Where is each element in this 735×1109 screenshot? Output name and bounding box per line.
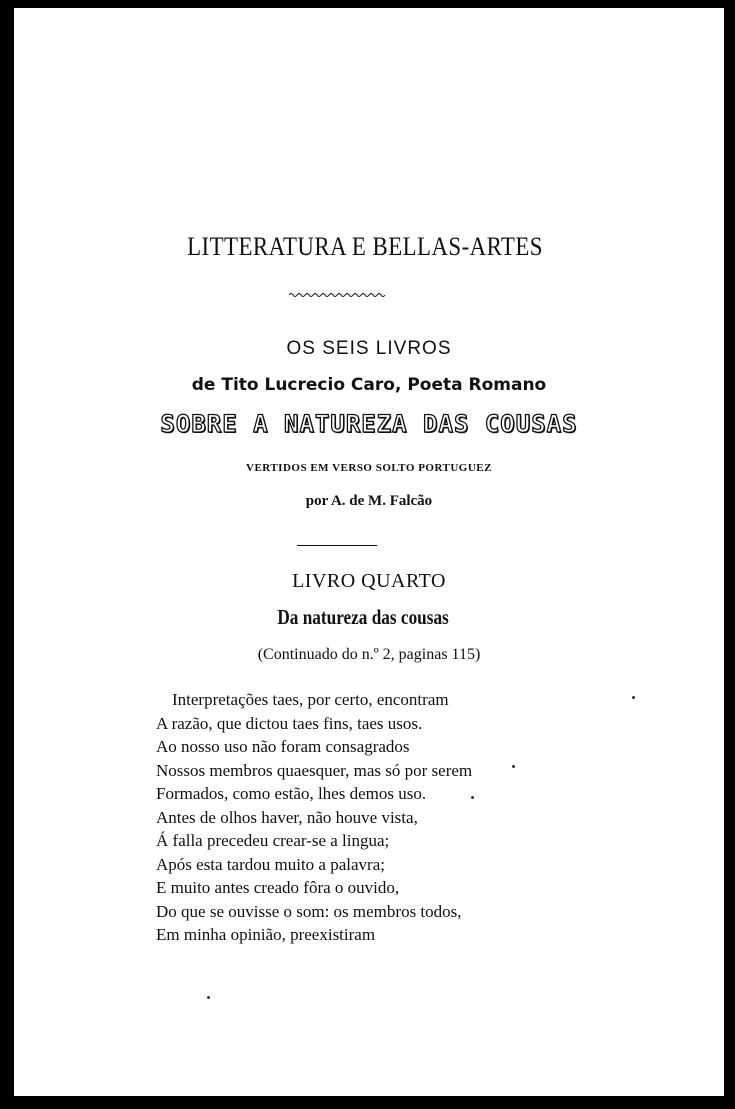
book-title: LIVRO QUARTO — [292, 570, 446, 592]
wavy-ornament — [289, 291, 385, 299]
work-title: SOBRE A NATUREZA DAS COUSAS — [160, 410, 578, 438]
poem-line: Interpretações taes, por certo, encontram — [172, 690, 449, 709]
section-title: LITTERATURA E BELLAS-ARTES — [187, 232, 543, 261]
book-subtitle: Da natureza das cousas — [277, 605, 449, 629]
poem-line: Nossos membros quaesquer, mas só por serem — [156, 760, 473, 780]
poem-line: Formados, como estão, lhes demos uso. — [156, 784, 427, 803]
poem-line: Após esta tardou muito a palavra; — [156, 854, 385, 874]
translator-line: por A. de M. Falcão — [305, 493, 433, 509]
poem-line: E muito antes creado fôra o ouvido, — [156, 878, 400, 897]
poem-line: A razão, que dictou taes fins, taes usos. — [156, 713, 423, 733]
poem-line: Do que se ouvisse o som: os membros todos, — [156, 901, 462, 921]
ink-speck — [207, 996, 210, 999]
continuation-note: (Continuado do n.º 2, paginas 115) — [257, 646, 481, 663]
verse-note: VERTIDOS EM VERSO SOLTO PORTUGUEZ — [246, 462, 492, 474]
poem-line: Em minha opinião, preexistiram — [156, 925, 376, 944]
poem-block — [156, 688, 472, 947]
ink-speck — [632, 696, 635, 699]
poem-line: Á falla precedeu crear-se a lingua; — [156, 831, 390, 850]
divider-rule — [297, 545, 377, 546]
document-page — [14, 8, 724, 1096]
author-line: de Tito Lucrecio Caro, Poeta Romano — [191, 375, 547, 395]
ink-speck — [471, 796, 474, 799]
poem-line: Antes de olhos haver, não houve vista, — [156, 807, 418, 827]
series-title: OS SEIS LIVROS — [286, 338, 452, 359]
ink-speck — [512, 765, 515, 768]
poem-line: Ao nosso uso não foram consagrados — [156, 737, 410, 756]
